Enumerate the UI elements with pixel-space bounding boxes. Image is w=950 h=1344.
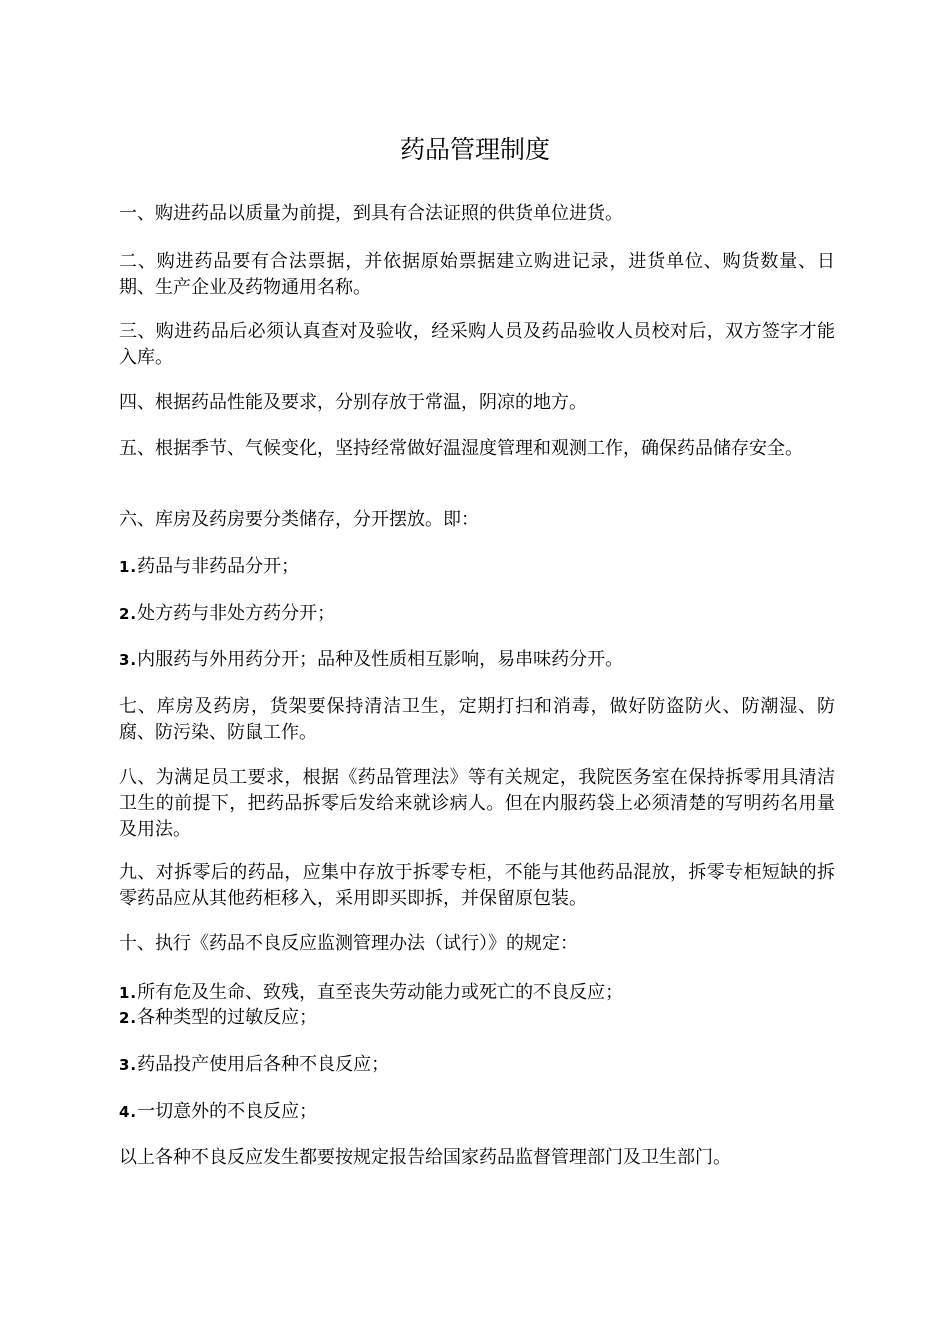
list-item-4 [119,980,835,1006]
paragraph-text: 六、库房及药房要分类储存，分开摆放。即： [119,509,479,530]
list-number: 3. [119,651,138,669]
list-text: 药品与非药品分开； [137,556,300,577]
paragraph-text: 二、购进药品要有合法票据，并依据原始票据建立购进记录，进货单位、购货数量、日期、生产企业及药物通用名称。 [119,251,835,298]
paragraph-11 [119,1145,835,1171]
paragraph-text: 十、执行《药品不良反应监测管理办法（试行）》的规定： [119,933,578,954]
paragraph-5 [119,436,835,462]
list-text: 内服药与外用药分开；品种及性质相互影响，易串味药分开。 [137,649,624,670]
list-item-1 [119,554,835,580]
list-text: 处方药与非处方药分开； [137,603,336,624]
list-text: 各种类型的过敏反应； [137,1007,318,1028]
list-number: 1. [119,984,138,1002]
list-number: 2. [119,605,138,623]
paragraph-7 [119,694,835,746]
list-number: 1. [119,558,138,576]
list-item-5 [119,1005,835,1031]
list-item-3 [119,647,835,673]
paragraph-text: 五、根据季节、气候变化，坚持经常做好温湿度管理和观测工作，确保药品储存安全。 [119,438,803,459]
paragraph-text: 九、对拆零后的药品，应集中存放于拆零专柜，不能与其他药品混放，拆零专柜短缺的拆零药品应从其他药柜移入，采用即买即拆，并保留原包装。 [119,862,835,909]
list-number: 2. [119,1009,138,1027]
paragraph-10 [119,931,835,957]
paragraph-text: 四、根据药品性能及要求，分别存放于常温，阴凉的地方。 [119,392,587,413]
paragraph-3 [119,319,835,371]
list-item-7 [119,1099,835,1125]
list-text: 一切意外的不良反应； [137,1101,318,1122]
paragraph-text: 以上各种不良反应发生都要按规定报告给国家药品监督管理部门及卫生部门。 [119,1147,731,1168]
document-title: 药品管理制度 [399,135,550,164]
paragraph-1 [119,201,835,227]
list-number: 4. [119,1103,138,1121]
list-item-6 [119,1052,835,1078]
list-text: 药品投产使用后各种不良反应； [137,1054,390,1075]
paragraph-4 [119,390,835,416]
paragraph-text: 三、购进药品后必须认真查对及验收，经采购人员及药品验收人员校对后，双方签字才能入库。 [119,321,835,368]
list-text: 所有危及生命、致残，直至丧失劳动能力或死亡的不良反应； [137,982,624,1003]
paragraph-9 [119,860,835,912]
paragraph-text: 七、库房及药房，货架要保持清洁卫生，定期打扫和消毒，做好防盗防火、防潮湿、防腐、防污染、防鼠工作。 [119,696,835,743]
paragraph-2 [119,249,835,301]
paragraph-text: 一、购进药品以质量为前提，到具有合法证照的供货单位进货。 [119,203,623,224]
paragraph-text: 八、为满足员工要求，根据《药品管理法》等有关规定，我院医务室在保持拆零用具清洁卫生的前提下，把药品拆零后发给来就诊病人。但在内服药袋上必须清楚的写明药名用量及用法。 [119,767,835,840]
paragraph-8 [119,765,835,843]
list-item-2 [119,601,835,627]
paragraph-6 [119,507,835,533]
list-number: 3. [119,1056,138,1074]
